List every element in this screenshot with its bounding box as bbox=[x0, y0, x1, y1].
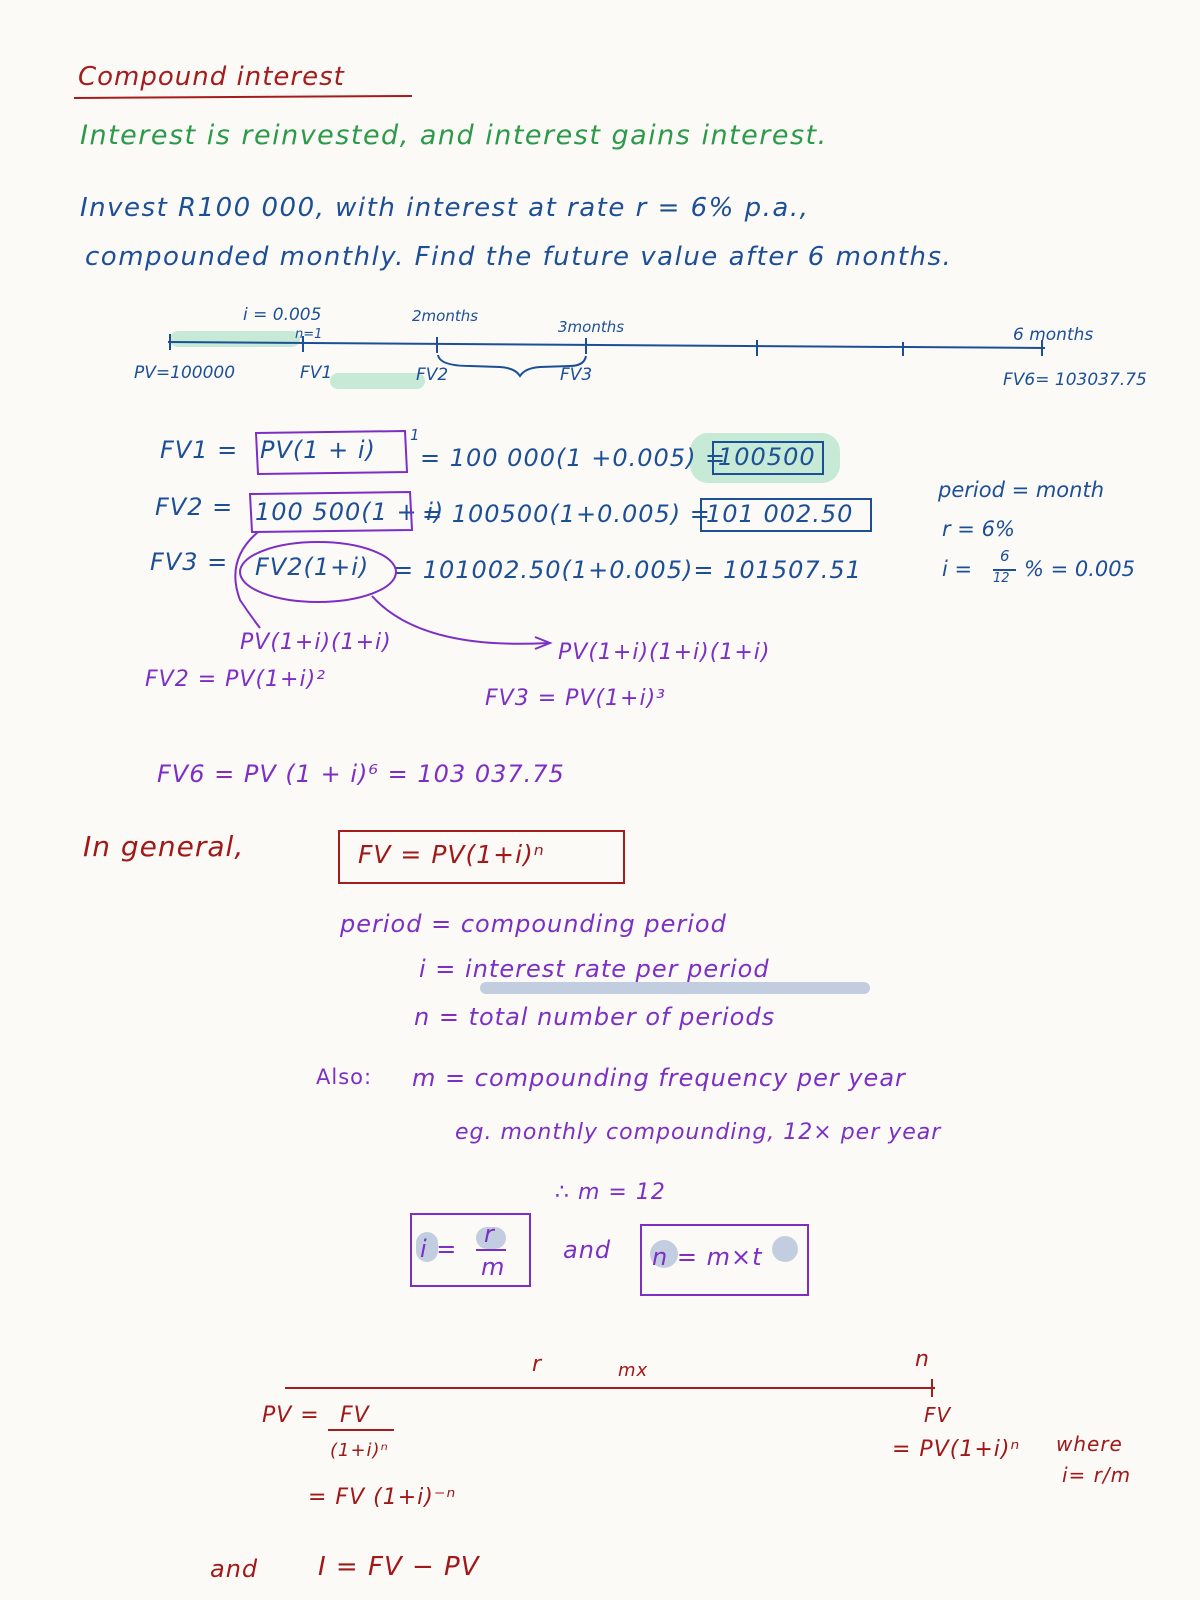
pv-denominator: (1+i)ⁿ bbox=[330, 1440, 389, 1461]
fv1-result: 100500 bbox=[718, 443, 816, 471]
fv2-expr: 100 500(1 + i) bbox=[255, 498, 445, 526]
fv1-expr: PV(1 + i) bbox=[260, 436, 376, 464]
also-example: eg. monthly compounding, 12× per year bbox=[455, 1120, 942, 1145]
fv6-result: FV6 = PV (1 + i)⁶ = 103 037.75 bbox=[157, 760, 565, 788]
fv1-lhs: FV1 = bbox=[160, 436, 239, 464]
bottom-mx-label: mx bbox=[618, 1360, 649, 1381]
fv2-expr-box bbox=[250, 492, 412, 532]
fv2-rhs: = 100500(1+0.005) = bbox=[422, 500, 711, 528]
problem-line-1: Invest R100 000, with interest at rate r = 6% p.a., bbox=[80, 193, 810, 223]
connector-fv3 bbox=[372, 596, 548, 644]
fv-label: FV bbox=[924, 1403, 952, 1427]
fv2-expansion: PV(1+i)(1+i) bbox=[240, 630, 392, 655]
interest-formula: I = FV − PV bbox=[318, 1552, 480, 1582]
connector-fv2 bbox=[235, 532, 260, 628]
also-and: and bbox=[563, 1236, 612, 1264]
definition-period: period = compounding period bbox=[340, 910, 727, 938]
fv3-general: FV3 = PV(1+i)³ bbox=[485, 686, 666, 711]
side-note-i-rhs: % = 0.005 bbox=[1024, 557, 1136, 581]
bottom-r-label: r bbox=[532, 1352, 543, 1377]
fv3-expr-ellipse bbox=[240, 542, 396, 602]
where-i: i= r/m bbox=[1062, 1463, 1132, 1487]
problem-line-2: compounded monthly. Find the future value after 6 months. bbox=[85, 242, 953, 272]
timeline-fv6: FV6= 103037.75 bbox=[1003, 370, 1147, 390]
also-m-definition: m = compounding frequency per year bbox=[412, 1064, 906, 1092]
fv3-expr: FV2(1+i) bbox=[255, 553, 370, 581]
timeline-month-2: 2months bbox=[412, 307, 479, 325]
side-note-i-lhs: i = bbox=[942, 557, 973, 581]
i-formula-lhs: i = bbox=[420, 1235, 458, 1263]
fv3-rhs: = 101002.50(1+0.005)= 101507.51 bbox=[393, 556, 862, 584]
timeline-n-label: n=1 bbox=[295, 327, 323, 342]
timeline-fv2: FV2 bbox=[416, 365, 449, 385]
side-note-frac-den: 12 bbox=[993, 571, 1010, 586]
timeline-month-3: 3months bbox=[558, 318, 625, 336]
also-label: Also: bbox=[316, 1065, 373, 1089]
pv-numerator: FV bbox=[340, 1403, 370, 1428]
timeline-fv1: FV1 bbox=[300, 363, 333, 383]
side-note-rate: r = 6% bbox=[942, 517, 1015, 541]
fv1-exponent: 1 bbox=[410, 426, 421, 444]
fv2-lhs: FV2 = bbox=[155, 493, 234, 521]
i-formula-den: m bbox=[481, 1253, 506, 1281]
general-label: In general, bbox=[83, 830, 245, 863]
timeline-axis bbox=[168, 342, 1045, 348]
fv1-rhs: = 100 000(1 +0.005) = bbox=[420, 444, 727, 472]
intro-text: Interest is reinvested, and interest gains interest. bbox=[80, 120, 828, 151]
bottom-n-label: n bbox=[915, 1347, 930, 1372]
bottom-and: and bbox=[210, 1555, 259, 1583]
timeline-pv: PV=100000 bbox=[134, 363, 236, 383]
general-formula: FV = PV(1+i)ⁿ bbox=[358, 840, 545, 869]
side-note-period: period = month bbox=[938, 478, 1105, 502]
fv3-lhs: FV3 = bbox=[150, 548, 229, 576]
timeline-brace bbox=[438, 355, 586, 376]
timeline-fv3: FV3 bbox=[560, 365, 593, 385]
timeline-i-label: i = 0.005 bbox=[243, 305, 322, 325]
also-therefore: ∴ m = 12 bbox=[555, 1180, 666, 1205]
fv2-general: FV2 = PV(1+i)² bbox=[145, 667, 326, 692]
definition-n: n = total number of periods bbox=[414, 1003, 776, 1031]
fv3-expansion: PV(1+i)(1+i)(1+i) bbox=[558, 640, 771, 665]
n-formula: n = m×t bbox=[652, 1243, 763, 1271]
pv-alternative: = FV (1+i)⁻ⁿ bbox=[308, 1485, 457, 1510]
fv-formula: = PV(1+i)ⁿ bbox=[892, 1437, 1021, 1462]
side-note-frac-num: 6 bbox=[1000, 547, 1010, 565]
i-formula-num: r bbox=[484, 1220, 495, 1248]
pv-lhs: PV = bbox=[262, 1403, 320, 1428]
timeline-month-6: 6 months bbox=[1013, 325, 1094, 345]
definition-i: i = interest rate per period bbox=[419, 955, 770, 983]
page-title: Compound interest bbox=[78, 62, 345, 92]
fv1-expr-box bbox=[256, 431, 407, 474]
where-label: where bbox=[1056, 1432, 1123, 1456]
title-underline bbox=[74, 96, 412, 98]
fv2-result: 101 002.50 bbox=[706, 500, 854, 528]
